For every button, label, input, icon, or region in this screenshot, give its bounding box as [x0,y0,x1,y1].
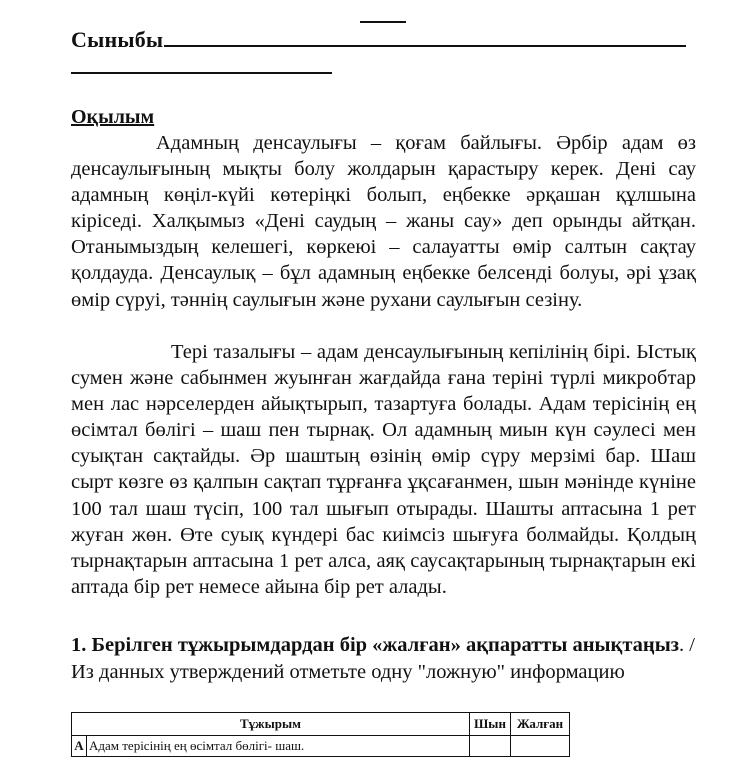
row-letter: А [72,736,87,757]
question-1 [71,632,701,685]
question-1-russian: . / Из данных утверждений отметьте одну "ложную" информацию [71,634,695,683]
class-field [71,25,691,54]
header-false: Жалған [511,713,570,736]
reading-paragraph-2: Тері тазалығы – адам денсаулығының кепілінің бірі. Ыстық сумен және сабынмен жуынған жағдайда ғана теріні түрлі микробтар мен лас нәрселерден айықтырып, тазартуға болады. Адам терісінің ең өсімтал бөлігі – шаш пен тырнақ. Ол адамның миын күн сәулесі мен суықтан сақтайды. Әр шаштың өзінің өмір сүру мерзімі бар. Шаш сырт көзге өз қалпын сақтап тұрғанға ұқсағанмен, шын мәнінде күніне 100 тал шаш түсіп, 100 тал шығып отырады. Шашты аптасына 1 рет жуған жөн. Өте суық күндері бас киімсіз шығуға болмайды. Қолдың тырнақтарын аптасына 1 рет алса, аяқ саусақтарының тырнақтарын екі аптада бір рет немесе айына бір рет алады. [71,341,696,598]
table-header-row [72,713,570,736]
answer-table [71,712,570,757]
table-row [72,736,570,757]
row-false-cell[interactable] [511,736,570,757]
header-true: Шын [470,713,511,736]
class-label: Сыныбы [71,27,164,52]
header-statement: Тұжырым [72,713,470,736]
row-statement: Адам терісінің ең өсімтал бөлігі- шаш. [87,736,470,757]
top-underline-mark [360,21,406,23]
section-title: Оқылым [71,106,155,128]
question-1-kazakh: 1. Берілген тұжырымдардан бір «жалған» ақпаратты анықтаңыз [71,634,679,656]
row-true-cell[interactable] [470,736,511,757]
class-blank-line-2[interactable] [71,72,332,74]
class-blank-line[interactable] [164,25,686,47]
reading-paragraph-1: Адамның денсаулығы – қоғам байлығы. Әрбір адам өз денсаулығының мықты болу жолдарын қарастыру керек. Дені сау адамның көңіл-күйі көтеріңкі болып, еңбекке әрқашан құлшына кіріседі. Халқымыз «Дені саудың – жаны сау» деп орынды айтқан. Отанымыздың келешегі, көркеюі – салауатты өмір салтын сақтау қолдауда. Денсаулық – бұл адамның еңбекке белсенді болуы, әрі ұзақ өмір сүруі, тәннің саулығын және рухани саулығын сезіну. [71,132,696,311]
